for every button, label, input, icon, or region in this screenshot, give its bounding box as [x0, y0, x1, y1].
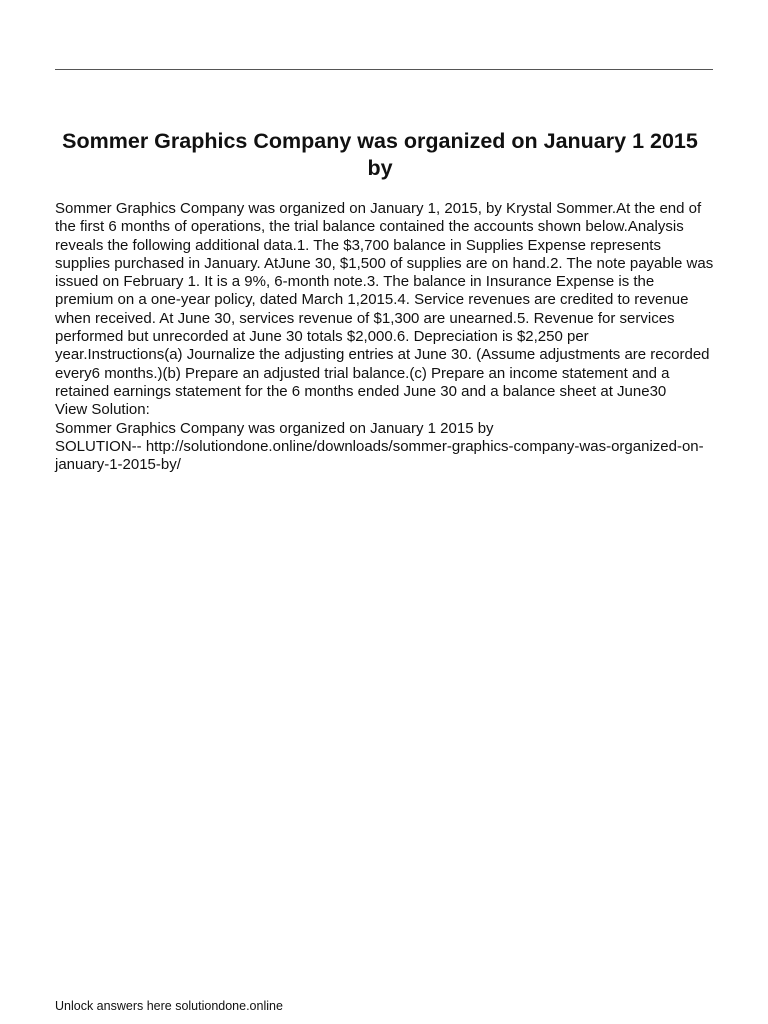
footer-text: Unlock answers here solutiondone.online [55, 999, 283, 1013]
page-title: Sommer Graphics Company was organized on January 1 2015 by [62, 129, 698, 180]
top-divider [55, 69, 713, 70]
solution-prefix: SOLUTION-- [55, 437, 146, 455]
problem-description: Sommer Graphics Company was organized on January 1, 2015, by Krystal Sommer.At the end of the first 6 months of operations, the trial balance contained the accounts shown below.Analysis reveals the following additional data.1. The $3,700 balance in Supplies Expense represents supplies purchased in January. AtJune 30, $1,500 of supplies are on hand.2. The note payable was issued on February 1. It is a 9%, 6-month note.3. The balance in Insurance Expense is the premium on a one-year policy, dated March 1,2015.4. Service revenues are credited to revenue when received. At June 30, services revenue of $1,300 are unearned.5. Revenue for services performed but unrecorded at June 30 totals $2,000.6. Depreciation is $2,250 per year.Instructions(a) Journalize the adjusting entries at June 30. (Assume adjustments are recorded every6 months.)(b) Prepare an adjusted trial balance.(c) Prepare an income statement and a retained earnings statement for the 6 months ended June 30 and a balance sheet at June30 [55, 200, 714, 400]
solution-title: Sommer Graphics Company was organized on January 1 2015 by [55, 419, 494, 437]
view-solution-label: View Solution: [55, 401, 150, 419]
document-content [55, 200, 715, 474]
solution-link[interactable]: http://solutiondone.online/downloads/sommer-graphics-company-was-organized-on-january-1-2015-by/ [55, 437, 704, 474]
solution-line [55, 438, 715, 475]
